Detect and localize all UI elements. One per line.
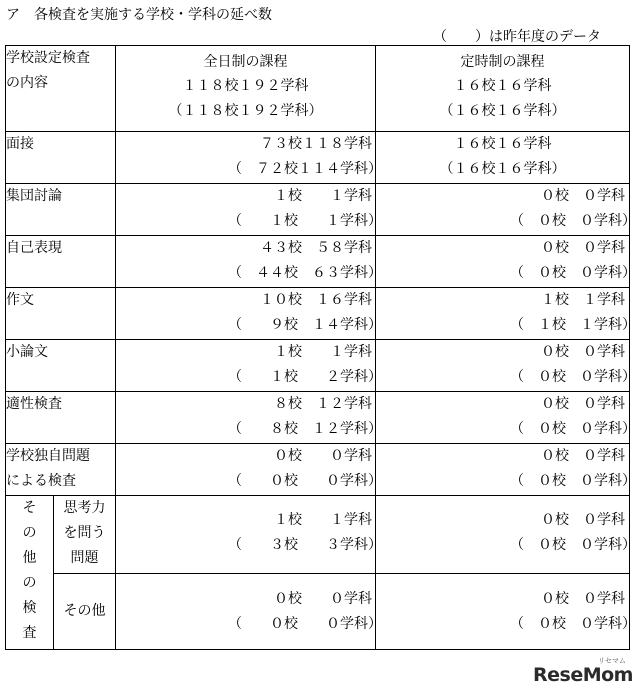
sub-label-thinking: 思考力 を問う 問題 — [54, 496, 116, 574]
table-row — [6, 496, 630, 574]
table-row — [6, 236, 630, 288]
table-row — [6, 392, 630, 444]
parttime-cell: ０校 ０学科 （ ０校 ０学科） — [376, 574, 630, 650]
fulltime-cell: ０校 ０学科 （ ０校 ０学科） — [116, 444, 376, 496]
table-row — [6, 184, 630, 236]
inspection-table — [5, 45, 636, 650]
table-row — [6, 574, 630, 650]
parttime-cell: ０校 ０学科 （ ０校 ０学科） — [376, 392, 630, 444]
parttime-cell: ０校 ０学科 （ ０校 ０学科） — [376, 340, 630, 392]
logo-kana: リセマム — [598, 657, 626, 665]
header-content-label: 学校設定検査 の内容 — [6, 46, 116, 132]
page-title: ア 各検査を実施する学校・学科の延べ数 — [6, 7, 272, 23]
row-label: 学校独自問題 による検査 — [6, 444, 116, 496]
table-header-row — [6, 46, 630, 132]
sub-label-other: その他 — [54, 574, 116, 650]
table-row — [6, 444, 630, 496]
parttime-cell: ０校 ０学科 （ ０校 ０学科） — [376, 444, 630, 496]
fulltime-cell: ８校 １２学科 （ ８校 １２学科） — [116, 392, 376, 444]
row-label: 自己表現 — [6, 236, 116, 288]
parttime-cell: ０校 ０学科 （ ０校 ０学科） — [376, 496, 630, 574]
table-row — [6, 288, 630, 340]
row-label: 面接 — [6, 132, 116, 184]
header-fulltime: 全日制の課程 １１８校１９２学科 （１１８校１９２学科） — [116, 46, 376, 132]
fulltime-cell: ４３校 ５８学科 （ ４４校 ６３学科） — [116, 236, 376, 288]
row-label: 作文 — [6, 288, 116, 340]
legend-note: （ ）は昨年度のデータ — [433, 29, 601, 45]
row-label: 小論文 — [6, 340, 116, 392]
other-group-label: そ の 他 の 検 査 — [6, 496, 54, 650]
table-row — [6, 340, 630, 392]
parttime-cell: １６校１６学科 （１６校１６学科） — [376, 132, 630, 184]
row-label: 適性検査 — [6, 392, 116, 444]
fulltime-cell: １校 １学科 （ １校 ２学科） — [116, 340, 376, 392]
header-parttime: 定時制の課程 １６校１６学科 （１６校１６学科） — [376, 46, 630, 132]
parttime-cell: １校 １学科 （ １校 １学科） — [376, 288, 630, 340]
fulltime-cell: ７３校１１８学科 （ ７２校１１４学科） — [116, 132, 376, 184]
table-row — [6, 132, 630, 184]
parttime-cell: ０校 ０学科 （ ０校 ０学科） — [376, 184, 630, 236]
row-label: 集団討論 — [6, 184, 116, 236]
fulltime-cell: １校 １学科 （ １校 １学科） — [116, 184, 376, 236]
fulltime-cell: １校 １学科 （ ３校 ３学科） — [116, 496, 376, 574]
resemom-logo: ReseMom — [533, 664, 633, 686]
parttime-cell: ０校 ０学科 （ ０校 ０学科） — [376, 236, 630, 288]
fulltime-cell: ０校 ０学科 （ ０校 ０学科） — [116, 574, 376, 650]
fulltime-cell: １０校 １６学科 （ ９校 １４学科） — [116, 288, 376, 340]
